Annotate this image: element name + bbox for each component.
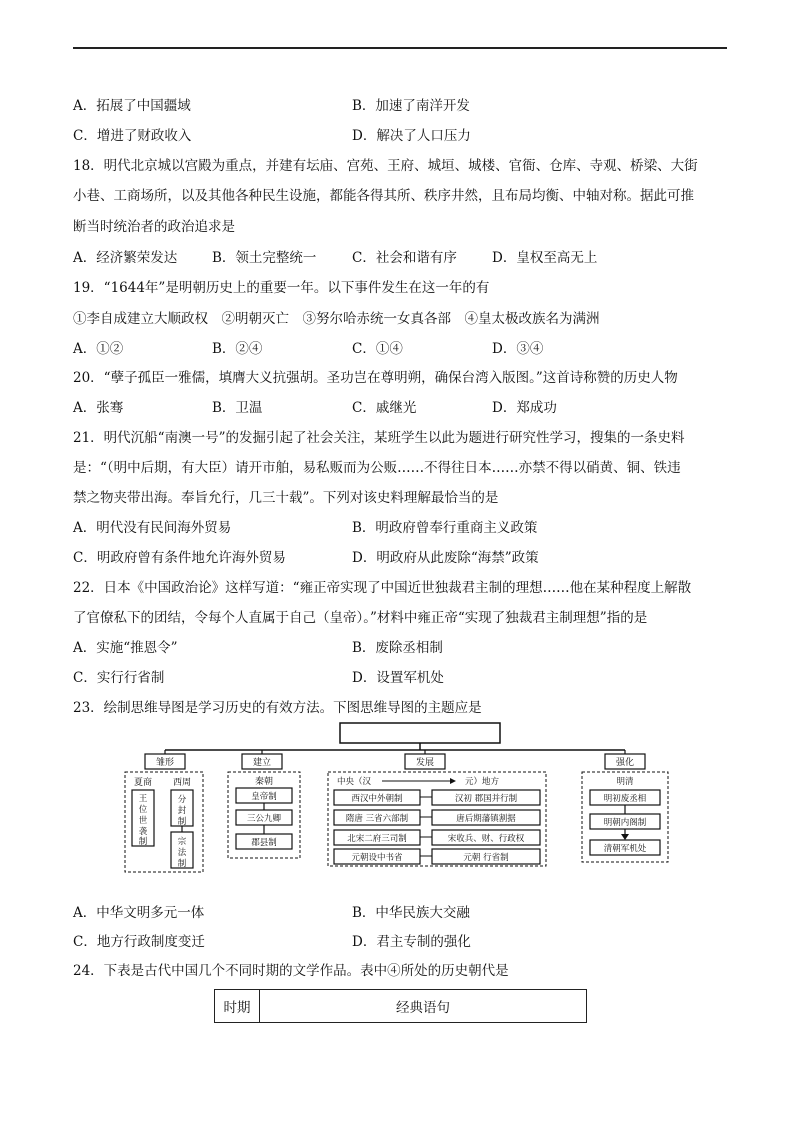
branch-label-2: 建立 [252,758,272,768]
b4-item: 清朝军机处 [603,844,647,854]
q22-option-b[interactable]: B．废除丞相制 [352,640,443,656]
branch-label-3: 发展 [415,758,435,768]
q21-option-c[interactable]: C．明政府曾有条件地允许海外贸易 [73,550,286,566]
q22-stem-line2: 了官僚私下的团结，令每个人直属于自己（皇帝）。”材料中雍正帝“实现了独裁君主制理想”指的是 [73,610,648,626]
table-header-row [215,990,587,1023]
q18-stem-line2: 小巷、工商场所，以及其他各种民生设施，都能各得其所、秩序井然，且布局均衡、中轴对称。据此可推 [73,188,694,204]
q23-option-a[interactable]: A．中华文明多元一体 [73,905,205,921]
b1-right-char: 制 [177,859,187,869]
b4-arrow-head [621,834,629,840]
q18-option-b[interactable]: B．领土完整统一 [212,250,317,266]
table-header-quote: 经典语句 [260,990,587,1023]
b1-right-char: 法 [177,848,187,858]
b1-left-char: 位 [138,805,148,815]
q22-option-c[interactable]: C．实行行省制 [73,670,165,686]
q17-option-b[interactable]: B．加速了南洋开发 [352,98,470,114]
q21-stem-line3: 禁之物夹带出海。奉旨允行，几三十载”。下列对该史料理解最恰当的是 [73,490,499,506]
b3-right-item: 汉初 郡国并行制 [454,794,518,804]
b3-left-item: 元朝设中书省 [351,853,403,863]
b3-head-left: 中央（汉 [336,777,372,787]
q19-option-a[interactable]: A．①② [73,341,124,357]
b3-right-item: 唐后期藩镇割据 [456,814,516,824]
b4-title: 明清 [616,777,634,787]
q19-stem-line2: ①李自成建立大顺政权 ②明朝灭亡 ③努尔哈赤统一女真各部 ④皇太极改族名为满洲 [73,311,600,327]
q20-option-b[interactable]: B．卫温 [212,400,263,416]
b3-right-item: 元朝 行省制 [463,853,509,863]
q20-option-c[interactable]: C．戚继光 [352,400,417,416]
q20-option-d[interactable]: D．郑成功 [492,400,557,416]
q22-stem-line1: 22．日本《中国政治论》这样写道：“雍正帝实现了中国近世独裁君主制的理想……他在某种程度上解散 [73,580,692,596]
b2-item: 皇帝制 [251,792,277,802]
q23-option-b[interactable]: B．中华民族大交融 [352,905,470,921]
q18-option-c[interactable]: C．社会和谐有序 [352,250,457,266]
b3-right-item: 宋收兵、财、行政权 [447,834,525,844]
b3-arrow-head [450,778,456,784]
b1-left-title: 夏商 [133,778,153,788]
b1-left-char: 王 [138,794,148,804]
b1-right-char: 宗 [177,837,187,847]
q20-stem-line1: 20．“孽子孤臣一雅儒，填膺大义抗强胡。圣功岂在尊明朔，确保台湾入版图。”这首诗称赞的历史人物 [73,370,678,386]
b3-head-right: 元）地方 [464,777,500,787]
table-header-period: 时期 [215,990,260,1023]
q19-option-b[interactable]: B．②④ [212,341,263,357]
b1-left-char: 世 [138,816,148,826]
b2-item: 郡县制 [251,838,277,848]
q22-option-a[interactable]: A．实施“推恩令” [73,640,178,656]
b3-left-item: 隋唐 三省六部制 [345,814,409,824]
b2-title: 秦朝 [254,777,274,787]
q18-option-a[interactable]: A．经济繁荣发达 [73,250,178,266]
b1-left-char: 袭 [138,827,148,837]
q17-option-c[interactable]: C．增进了财政收入 [73,128,192,144]
branch-label-4: 强化 [615,758,635,768]
q21-option-b[interactable]: B．明政府曾奉行重商主义政策 [352,520,538,536]
b2-item: 三公九卿 [246,814,282,824]
b1-right-char: 封 [177,806,187,816]
q22-option-d[interactable]: D．设置军机处 [352,670,444,686]
b4-item: 明初废丞相 [603,794,647,804]
q17-option-d[interactable]: D．解决了人口压力 [352,128,471,144]
mind-map-diagram [120,718,680,878]
b1-right-char: 制 [177,817,187,827]
branch-label-1: 雏形 [155,758,175,768]
q19-option-d[interactable]: D．③④ [492,341,544,357]
q23-option-d[interactable]: D．君主专制的强化 [352,934,471,950]
header-rule [73,47,727,49]
q19-option-c[interactable]: C．①④ [352,341,403,357]
q21-stem-line1: 21．明代沉船“南澳一号”的发掘引起了社会关注，某班学生以此为题进行研究性学习，搜集的一条史料 [73,430,685,446]
q21-option-d[interactable]: D．明政府从此废除“海禁”政策 [352,550,539,566]
mind-map-topic-blank-box [340,723,500,743]
q23-option-c[interactable]: C．地方行政制度变迁 [73,934,205,950]
q18-stem-line1: 18．明代北京城以宫殿为重点，并建有坛庙、宫苑、王府、城垣、城楼、官衙、仓库、寺观、桥梁、大街 [73,158,698,174]
b3-left-item: 北宋二府三司制 [347,834,407,844]
q18-option-d[interactable]: D．皇权至高无上 [492,250,598,266]
b1-left-char: 制 [138,837,148,847]
q21-option-a[interactable]: A．明代没有民间海外贸易 [73,520,232,536]
q24-table [214,989,587,1023]
q17-option-a[interactable]: A．拓展了中国疆域 [73,98,191,114]
q19-stem-line1: 19．“1644年”是明朝历史上的重要一年。以下事件发生在这一年的有 [73,280,490,296]
b1-right-char: 分 [177,795,187,805]
q21-stem-line2: 是：“（明中后期，有大臣）请开市舶，易私贩而为公贩……不得往日本……亦禁不得以硝黄、铜、铁违 [73,460,681,476]
b1-right-title: 西周 [172,778,192,788]
q18-stem-line3: 断当时统治者的政治追求是 [73,219,235,235]
q23-stem-line1: 23．绘制思维导图是学习历史的有效方法。下图思维导图的主题应是 [73,700,482,716]
q24-stem-line1: 24．下表是古代中国几个不同时期的文学作品。表中④所处的历史朝代是 [73,963,509,979]
b4-item: 明朝内阁制 [603,818,647,828]
q20-option-a[interactable]: A．张骞 [73,400,124,416]
b3-left-item: 西汉中外朝制 [351,794,403,804]
